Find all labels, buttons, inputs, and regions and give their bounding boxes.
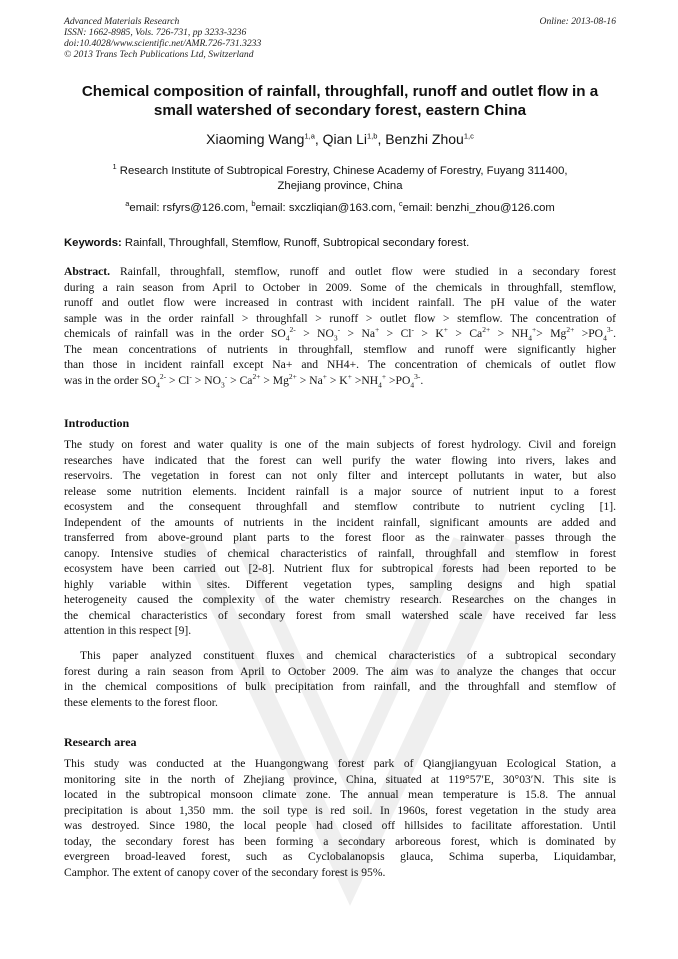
online-date: Online: 2013-08-16 [539,16,616,27]
keywords-label: Keywords: [64,237,122,249]
paragraph-line: transferred from above-ground plant parts to the forest floor as the rainwater passes through the [64,531,616,544]
email-link[interactable]: email: sxczliqian@163.com, [255,202,399,214]
paragraph-line: The study on forest and water quality is one of the main subjects of forest hydrology. Civil and foreign [64,438,616,451]
introduction-paragraph [64,437,616,639]
paragraph-line: the chemical characteristics of secondary forest from small watershed scale have received far less [64,608,616,622]
author-separator: , [314,131,323,147]
email-mark: b [251,199,256,209]
abstract-text: sample was in the order rainfall > throughfall > runoff > outlet flow > stemflow. The concentration of [64,311,616,325]
doi: doi:10.4028/www.scientific.net/AMR.726-731.3233 [64,38,262,49]
abstract-text: The mean concentrations of nutrients in throughfall, stemflow and runoff were significantly higher [64,342,616,356]
section-heading-research-area: Research area [64,735,137,749]
paragraph-line: was destroyed. Since 1980, the local people had closed off hillsides to facilitate afforestation. Until [64,819,616,832]
author-affiliation-mark: 1,a [304,131,315,141]
abstract-label: Abstract. [64,265,111,278]
copyright: © 2013 Trans Tech Publications Ltd, Switzerland [64,49,254,60]
affiliation-line: Zhejiang province, China [277,180,403,192]
paragraph-line: researches have indicated that the forest can well purify the water flowing into rivers, lakes and [64,453,616,467]
title-line: Chemical composition of rainfall, throughfall, runoff and outlet flow in a [81,83,599,100]
author-affiliation-mark: 1,b [367,131,378,141]
affiliation-mark: 1 [112,162,117,172]
paragraph-line: Independent of the amounts of nutrients in the incident rainfall, significant amounts are added and [64,515,616,529]
email-mark: c [398,199,403,209]
abstract [64,264,616,388]
journal-name: Advanced Materials Research [64,16,180,27]
author-name: Xiaoming Wang [206,131,305,147]
title-line: small watershed of secondary forest, eastern China [153,102,527,119]
paragraph-line: forest during a rain season from April to October 2009. The aim was to analyze the changes that occur [64,664,616,678]
affiliation [64,164,616,194]
keywords [64,236,616,250]
paragraph-line: monitoring site in the north of Zhejiang province, China, situated at 119°57′E, 30°03′N. This site is [64,772,616,786]
paragraph-line: heterogeneity caused the complexity of the water chemistry research. Researches on the changes in [64,593,616,606]
issn: ISSN: 1662-8985, Vols. 726-731, pp 3233-3236 [64,27,247,38]
paragraph-line: reservoirs. The vegetation in forest can not only filter and intercept pollutants in water, but also [64,469,616,482]
paragraph-line: This study was conducted at the Huangongwang forest park of Qiangjiangyuan Ecological Station, a [64,757,616,770]
author-affiliation-mark: 1,c [463,131,474,141]
email-link[interactable]: email: rsfyrs@126.com, [129,202,252,214]
section-heading-introduction: Introduction [64,416,130,430]
email-mark: a [125,199,130,209]
author-emails [64,201,616,216]
research-area-paragraph [64,756,616,880]
author-list [64,130,616,148]
journal-header [64,16,616,60]
paper-title [64,82,616,120]
introduction-paragraph [64,648,616,710]
abstract-text: during a rain season from April to October in 2009. Some of the chemicals in throughfall, stemflow, [64,280,616,294]
abstract-text: Rainfall, throughfall, stemflow, runoff and outlet flow were studied in a secondary forest [110,265,616,278]
paragraph-line: release some nutrition elements. Incident rainfall is a major source of nutrient input to a forest [64,484,616,498]
email-link[interactable]: email: benzhi_zhou@126.com [402,202,555,214]
paragraph-line: highly variable within sites. Different vegetation types, sampling designs and high spatial [64,577,616,591]
paragraph-line: evergreen broad-leaved forest, such as Cyclobalanopsis glauca, Schima superba, Liquidambar, [64,850,616,863]
paragraph-line: these elements to the forest floor. [64,695,218,709]
paragraph-line: located in the subtropical monsoon climate zone. The annual mean temperature is 15.8. The annual [64,788,616,801]
paragraph-line: in the chemical compositions of bulk precipitation from rainfall, and the throughfall and stemflow of [64,680,616,693]
keywords-text: Rainfall, Throughfall, Stemflow, Runoff, Subtropical secondary forest. [121,237,470,249]
paragraph-line: Camphor. The extent of canopy cover of the secondary forest is 95%. [64,865,386,879]
paragraph-line: This paper analyzed constituent fluxes and chemical characteristics of a subtropical secondary [80,649,616,662]
paragraph-line: precipitation is about 1,350 mm. the soil type is red soil. In 1960s, forest vegetation in the study area [64,803,616,817]
paragraph-line: canopy. Intensive studies of chemical characteristics of rainfall, throughfall and stemflow in forest [64,546,616,560]
abstract-text: runoff and outlet flow were increased in contrast with incident rainfall. The pH value of the water [64,296,616,309]
abstract-chem-line: was in the order $SO_4^{2-} > Cl^- > NO_3^- > Ca^{2+} > Mg^{2+} > Na^+ > K^+ >NH_4^+ >PO_4^{3-}$. [64,372,424,388]
author-name: Qian Li [322,131,368,147]
abstract-text: than those in incident rainfall except Na+ and NH4+. The concentration of chemicals of outlet flow [64,358,616,371]
paragraph-line: ecosystem have been carried out [2-8]. Nutrient flux for subtropical forests had been reported to be [64,562,616,575]
author-separator: , [377,131,386,147]
affiliation-line: Research Institute of Subtropical Forestry, Chinese Academy of Forestry, Fuyang 311400, [116,165,568,177]
abstract-chem-line: chemicals of rainfall was in the order $SO_4^{2-} > NO_3^- > Na^+ > Cl^- > K^+ > Ca^{2+} > NH_4^+> Mg^{2+} >PO_4^{3-}$. [64,326,616,342]
paragraph-line: ecosystem and the consequent throughfall and stemflow contribute to nutrient cycling [1]. [64,500,616,513]
author-name: Benzhi Zhou [385,131,464,147]
paragraph-line: attention in this respect [9]. [64,624,192,637]
paragraph-line: today, the secondary forest has been forming a secondary arboreous forest, which is dominated by [64,834,616,848]
